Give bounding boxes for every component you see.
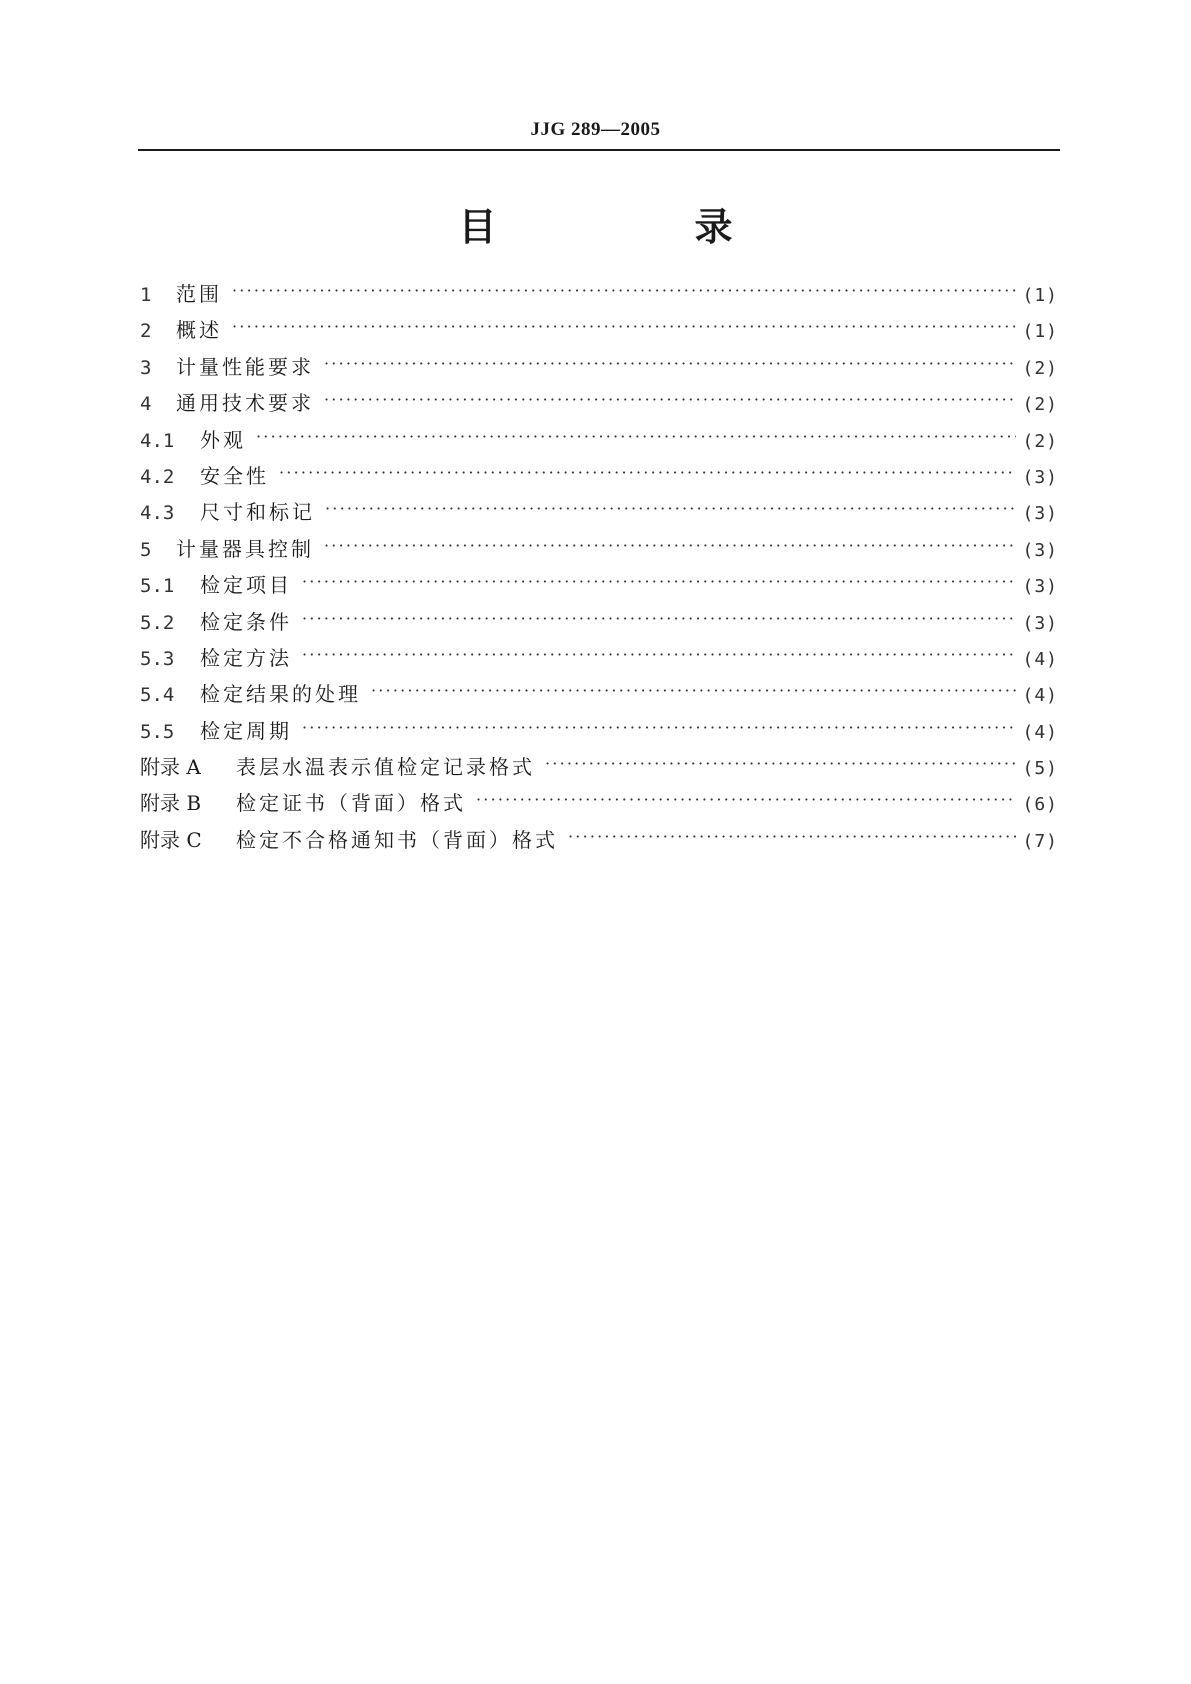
toc-entry-5-4[interactable] (140, 678, 1058, 714)
toc-page: (2) (1022, 357, 1058, 379)
toc-number: 2 (140, 320, 152, 343)
toc-leader (545, 754, 1016, 774)
toc-number: 4.3 (140, 502, 175, 525)
toc-label: 表层水温表示值检定记录格式 (236, 755, 535, 780)
toc-page: (3) (1022, 612, 1058, 634)
toc-label: 检定方法 (200, 645, 292, 670)
toc-page: (2) (1022, 394, 1058, 416)
toc-leader (302, 718, 1016, 738)
toc-leader (325, 499, 1016, 519)
toc-label: 检定结果的处理 (200, 682, 361, 707)
toc-leader (324, 390, 1016, 410)
toc-leader (256, 427, 1016, 447)
toc-number: 4 (140, 393, 152, 416)
toc-entry-4-2[interactable] (140, 460, 1058, 496)
toc-label: 计量性能要求 (176, 354, 314, 379)
toc-leader (568, 827, 1016, 847)
toc-entry-4[interactable] (140, 387, 1058, 423)
toc-page: (3) (1022, 466, 1058, 488)
toc-entry-appendix-c[interactable] (140, 824, 1058, 860)
toc-number: 5 (140, 538, 152, 561)
toc-entry-5-5[interactable] (140, 715, 1058, 751)
toc-number: 5.4 (140, 684, 175, 707)
toc-number: 4.1 (140, 429, 175, 452)
toc-number: 1 (140, 284, 152, 306)
toc-entry-5-1[interactable] (140, 569, 1058, 605)
toc-label: 范围 (176, 282, 222, 306)
toc-leader (324, 354, 1016, 374)
toc-page: (3) (1022, 539, 1058, 561)
page-title: 目 录 (458, 205, 813, 249)
toc-number: 附录 B (140, 791, 202, 816)
toc-label: 检定不合格通知书（背面）格式 (236, 827, 558, 852)
toc-leader (302, 609, 1016, 629)
toc-page: (3) (1022, 576, 1058, 598)
toc-number: 附录 C (140, 827, 202, 852)
toc-leader (476, 790, 1016, 810)
toc-leader (302, 572, 1016, 592)
toc-page: (7) (1022, 830, 1058, 852)
toc-entry-4-1[interactable] (140, 424, 1058, 460)
toc-leader (232, 317, 1016, 337)
toc-label: 外观 (200, 427, 246, 452)
toc-number: 附录 A (140, 755, 201, 780)
toc-number: 5.1 (140, 575, 175, 598)
table-of-contents (140, 278, 1058, 860)
toc-label: 检定条件 (200, 609, 292, 634)
toc-label: 检定证书（背面）格式 (236, 791, 466, 816)
toc-page: (6) (1022, 794, 1058, 816)
toc-number: 4.2 (140, 465, 175, 488)
toc-number: 5.3 (140, 647, 175, 670)
header-rule (138, 149, 1060, 151)
toc-number: 3 (140, 356, 152, 379)
toc-page: (4) (1022, 685, 1058, 707)
toc-page: (3) (1022, 503, 1058, 525)
toc-entry-5[interactable] (140, 533, 1058, 569)
toc-entry-5-2[interactable] (140, 606, 1058, 642)
toc-leader (371, 681, 1016, 701)
toc-page: (1) (1022, 321, 1058, 343)
toc-leader (302, 645, 1016, 665)
toc-page: (5) (1022, 758, 1058, 780)
toc-entry-1[interactable] (140, 278, 1058, 314)
toc-label: 检定周期 (200, 718, 292, 743)
toc-entry-2[interactable] (140, 314, 1058, 350)
toc-leader (279, 463, 1016, 483)
toc-label: 计量器具控制 (176, 536, 314, 561)
document-code: JJG 289—2005 (530, 119, 661, 140)
toc-page: (1) (1022, 285, 1058, 306)
toc-entry-appendix-a[interactable] (140, 751, 1058, 787)
toc-label: 通用技术要求 (176, 391, 314, 416)
toc-entry-5-3[interactable] (140, 642, 1058, 678)
toc-leader (232, 281, 1016, 301)
toc-entry-4-3[interactable] (140, 496, 1058, 532)
toc-label: 概述 (176, 318, 222, 343)
toc-leader (324, 536, 1016, 556)
toc-page: (4) (1022, 721, 1058, 743)
toc-label: 安全性 (200, 463, 269, 488)
toc-label: 检定项目 (200, 573, 292, 598)
toc-number: 5.2 (140, 611, 175, 634)
toc-page: (4) (1022, 648, 1058, 670)
toc-page: (2) (1022, 430, 1058, 452)
toc-label: 尺寸和标记 (200, 500, 315, 525)
toc-entry-3[interactable] (140, 351, 1058, 387)
toc-entry-appendix-b[interactable] (140, 787, 1058, 823)
toc-number: 5.5 (140, 720, 175, 743)
